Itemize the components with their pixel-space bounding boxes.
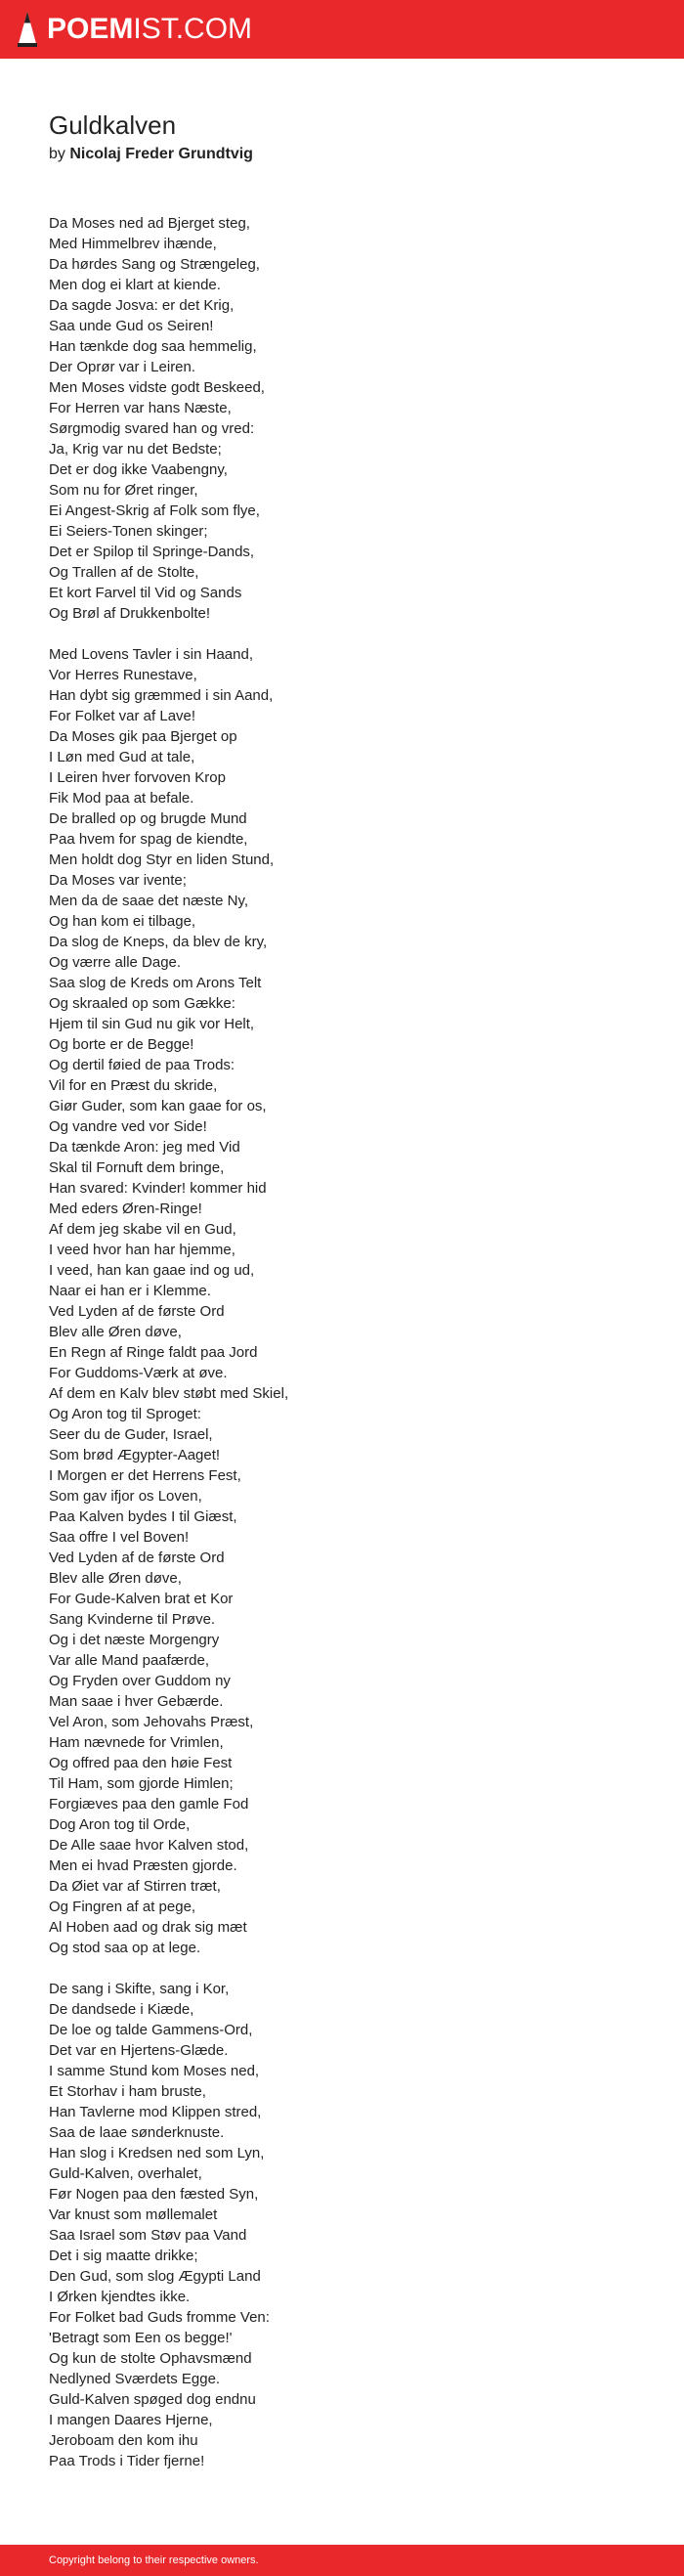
poem-line: I veed hvor han har hjemme, (49, 1242, 235, 1258)
poem-title: Guldkalven (49, 110, 177, 140)
poem-line: Da Øiet var af Stirren træt, (49, 1878, 221, 1895)
author-name[interactable]: Nicolaj Freder Grundtvig (69, 146, 253, 162)
byline-prefix: by (49, 146, 70, 162)
poem-line: Sang Kvinderne til Prøve. (49, 1611, 216, 1628)
poem-line: Han svared: Kvinder! kommer hid (49, 1180, 267, 1197)
copyright-text: Copyright belong to their respective owners. (49, 2554, 259, 2566)
poem-line: Det er dog ikke Vaabengny, (49, 461, 228, 478)
poem-line: Et Storhav i ham bruste, (49, 2083, 206, 2100)
poem-line: Saa unde Gud os Seiren! (49, 318, 214, 334)
poem-line: Saa offre I vel Boven! (49, 1529, 190, 1546)
poem-line: Vel Aron, som Jehovahs Præst, (49, 1714, 254, 1730)
poem-line: Der Oprør var i Leiren. (49, 359, 196, 375)
poem-line: Det i sig maatte drikke; (49, 2248, 198, 2264)
poem-line: Og stod saa op at lege. (49, 1940, 201, 1956)
poem-line: Da Moses ned ad Bjerget steg, (49, 215, 250, 232)
poem-line: Dog Aron tog til Orde, (49, 1816, 191, 1833)
poem-line: Og dertil føied de paa Trods: (49, 1057, 235, 1073)
poem-line: Guld-Kalven, overhalet, (49, 2165, 202, 2182)
poem-line: Giør Guder, som kan gaae for os, (49, 1098, 267, 1114)
poem-line: Og skraaled op som Gække: (49, 995, 235, 1012)
poem-line: Men Moses vidste godt Beskeed, (49, 379, 265, 396)
poem-line: Da Moses var ivente; (49, 872, 187, 889)
poem-line: Og i det næste Morgengry (49, 1632, 220, 1648)
poem-line: Saa slog de Kreds om Arons Telt (49, 975, 262, 991)
poem-line: Men dog ei klart at kiende. (49, 277, 221, 293)
poem-line: Men holdt dog Styr en liden Stund, (49, 851, 275, 868)
site-logo[interactable] (17, 10, 252, 49)
poem-line: Før Nogen paa den fæsted Syn, (49, 2186, 259, 2203)
poem-line: De Alle saae hvor Kalven stod, (49, 1837, 249, 1854)
poem-line: Da tænkde Aron: jeg med Vid (49, 1139, 240, 1156)
poem-line: I veed, han kan gaae ind og ud, (49, 1262, 255, 1279)
poem-line: Fik Mod paa at befale. (49, 790, 194, 807)
poem-line: Med eders Øren-Ringe! (49, 1201, 202, 1217)
poem-line: Saa Israel som Støv paa Vand (49, 2227, 247, 2244)
poem-stanza (49, 644, 635, 1958)
poem-line: I Leiren hver forvoven Krop (49, 769, 226, 786)
poem-line: Det er Spilop til Springe-Dands, (49, 544, 255, 560)
poem-line: Nedlyned Sværdets Egge. (49, 2371, 221, 2387)
poem-line: Paa Kalven bydes I til Giæst, (49, 1508, 237, 1525)
poem-line: Ei Seiers-Tonen skinger; (49, 523, 208, 540)
poem-line: Med Himmelbrev ihænde, (49, 236, 217, 252)
poem-line: Paa Trods i Tider fjerne! (49, 2453, 205, 2469)
poem-line: Men ei hvad Præsten gjorde. (49, 1857, 237, 1874)
poem-line: Da sagde Josva: er det Krig, (49, 297, 235, 314)
poem-line: Af dem jeg skabe vil en Gud, (49, 1221, 236, 1238)
poem-line: I Løn med Gud at tale, (49, 749, 195, 765)
poem-line: Og Fryden over Guddom ny (49, 1673, 231, 1689)
poem-line: Blev alle Øren døve, (49, 1324, 182, 1340)
poem-line: De bralled op og brugde Mund (49, 810, 247, 827)
poem-line: Ham nævnede for Vrimlen, (49, 1734, 224, 1751)
poem-line: Og Brøl af Drukkenbolte! (49, 605, 211, 622)
poem-line: Guld-Kalven spøged dog endnu (49, 2391, 256, 2408)
logo-text-bold: POEM (47, 13, 134, 45)
poem-line: Og Aron tog til Sproget: (49, 1406, 201, 1422)
poem-line: Ved Lyden af de første Ord (49, 1303, 225, 1320)
poem-line: Hjem til sin Gud nu gik vor Helt, (49, 1016, 255, 1032)
poem-line: Med Lovens Tavler i sin Haand, (49, 646, 254, 663)
poem-line: Var alle Mand paafærde, (49, 1652, 209, 1669)
poem-line: I samme Stund kom Moses ned, (49, 2063, 260, 2079)
poem-line: Som gav ifjor os Loven, (49, 1488, 202, 1505)
poem-line: Han dybt sig græmmed i sin Aand, (49, 687, 274, 704)
poem-line: De loe og talde Gammens-Ord, (49, 2022, 253, 2038)
poem-line: Da hørdes Sang og Strængeleg, (49, 256, 260, 273)
poem-line: For Folket bad Guds fromme Ven: (49, 2309, 270, 2326)
byline (49, 146, 253, 163)
footer (0, 2545, 684, 2576)
poem-line: I Morgen er det Herrens Fest, (49, 1467, 241, 1484)
poem-line: Ved Lyden af de første Ord (49, 1550, 225, 1566)
poem-line: Et kort Farvel til Vid og Sands (49, 585, 242, 601)
poem-line: For Folket var af Lave! (49, 708, 196, 724)
poem-line: Det var en Hjertens-Glæde. (49, 2042, 229, 2059)
poem-stanza (49, 1979, 635, 2471)
poem-line: For Herren var hans Næste, (49, 400, 232, 416)
poem-line: Forgiæves paa den gamle Fod (49, 1796, 249, 1812)
poem-line: Var knust som møllemalet (49, 2206, 218, 2223)
logo-text-light: IST.COM (133, 13, 253, 45)
poem-line: I Ørken kjendtes ikke. (49, 2289, 191, 2305)
poem-line: Skal til Fornuft dem bringe, (49, 1159, 225, 1176)
poem-line: Blev alle Øren døve, (49, 1570, 182, 1587)
poem-line: Saa de laae sønderknuste. (49, 2124, 225, 2141)
poem-line: Og værre alle Dage. (49, 954, 182, 971)
poem-body (49, 213, 635, 2471)
poem-line: Ja, Krig var nu det Bedste; (49, 441, 222, 458)
poem-line: Han Tavlerne mod Klippen stred, (49, 2104, 262, 2120)
poem-line: Og kun de stolte Ophavsmænd (49, 2350, 252, 2367)
poem-line: Af dem en Kalv blev støbt med Skiel, (49, 1385, 289, 1402)
pencil-tip-icon (17, 10, 38, 49)
poem-line: Og Trallen af de Stolte, (49, 564, 199, 581)
poem-line: Vil for en Præst du skride, (49, 1077, 218, 1094)
poem-line: Ei Angest-Skrig af Folk som flye, (49, 502, 260, 519)
poem-line: Al Hoben aad og drak sig mæt (49, 1919, 247, 1936)
poem-line: Som nu for Øret ringer, (49, 482, 198, 499)
poem-line: Naar ei han er i Klemme. (49, 1283, 211, 1299)
poem-line: For Gude-Kalven brat et Kor (49, 1591, 234, 1607)
poem-line: Og han kom ei tilbage, (49, 913, 196, 930)
poem-line: Den Gud, som slog Ægypti Land (49, 2268, 261, 2285)
site-logo-text (47, 15, 252, 44)
poem-line: Og vandre ved vor Side! (49, 1118, 207, 1135)
poem-line: Man saae i hver Gebærde. (49, 1693, 224, 1710)
poem-line: For Guddoms-Værk at øve. (49, 1365, 228, 1381)
poem-line: Da slog de Kneps, da blev de kry, (49, 934, 268, 950)
poem-line: Vor Herres Runestave, (49, 667, 197, 683)
poem-line: Da Moses gik paa Bjerget op (49, 728, 237, 745)
poem-line: Som brød Ægypter-Aaget! (49, 1447, 221, 1463)
poem-line: Og Fingren af at pege, (49, 1899, 196, 1915)
poem-line: Han slog i Kredsen ned som Lyn, (49, 2145, 265, 2161)
poem-line: I mangen Daares Hjerne, (49, 2412, 213, 2428)
poem-line: Jeroboam den kom ihu (49, 2432, 198, 2449)
poem-line: Paa hvem for spag de kiendte, (49, 831, 248, 848)
poem-line: Sørgmodig svared han og vred: (49, 420, 255, 437)
poem-line: Men da de saae det næste Ny, (49, 893, 249, 909)
poem-line: Han tænkde dog saa hemmelig, (49, 338, 257, 355)
poem-line: 'Betragt som Een os begge!' (49, 2330, 233, 2346)
poem-line: Og offred paa den høie Fest (49, 1755, 233, 1771)
poem-line: En Regn af Ringe faldt paa Jord (49, 1344, 258, 1361)
poem-line: Og borte er de Begge! (49, 1036, 194, 1053)
poem-line: De dandsede i Kiæde, (49, 2001, 194, 2018)
poem-stanza (49, 213, 635, 624)
top-bar (0, 0, 684, 59)
poem-line: De sang i Skifte, sang i Kor, (49, 1981, 230, 1997)
poem-line: Til Ham, som gjorde Himlen; (49, 1775, 234, 1792)
poem-line: Seer du de Guder, Israel, (49, 1426, 213, 1443)
